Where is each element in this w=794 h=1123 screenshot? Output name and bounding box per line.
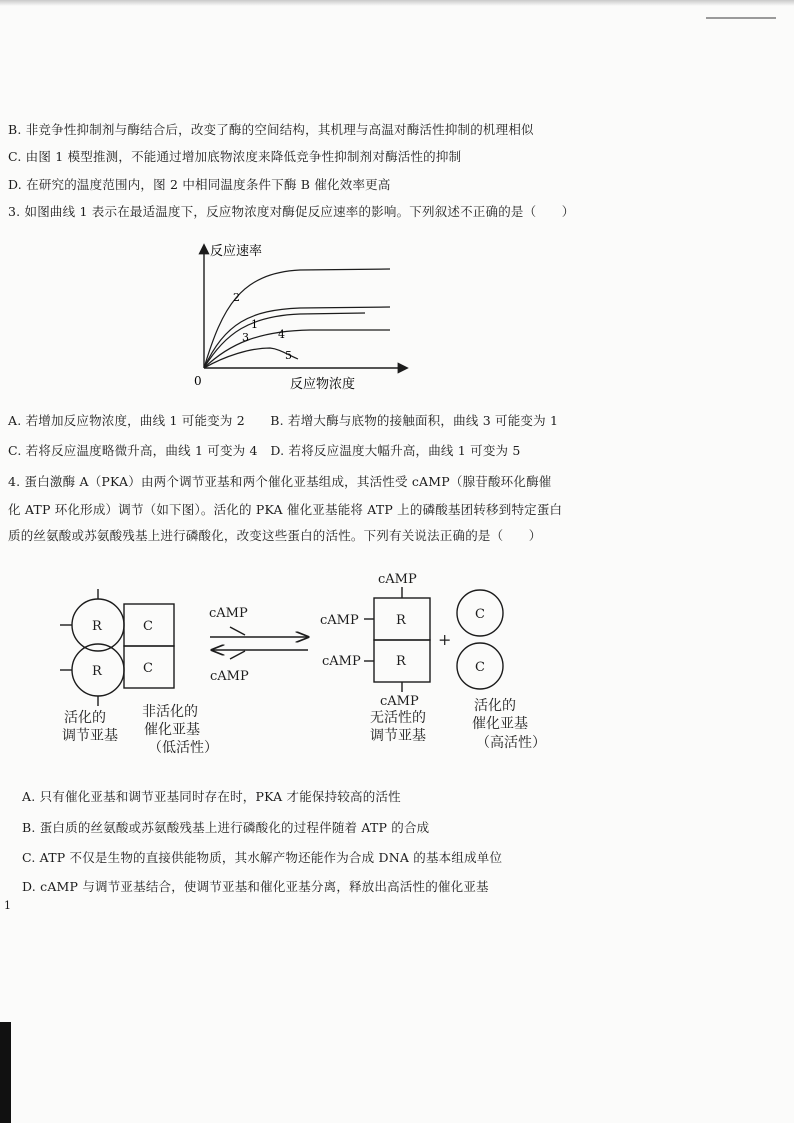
caption-line: 非活化的: [142, 704, 198, 720]
caption-line: 活化的: [474, 698, 516, 714]
q4-stem-line3: 质的丝氨酸或苏氨酸残基上进行磷酸化，改变这些蛋白的活性。下列有关说法正确的是（ ）: [8, 528, 542, 543]
curve-5: [204, 348, 298, 368]
caption-line: （高活性）: [476, 735, 546, 751]
caption-line: 活化的: [64, 710, 106, 726]
q3-options-row1[interactable]: A. 若增加反应物浓度，曲线 1 可能变为 2 B. 若增大酶与底物的接触面积，曲线 3 可能变为 1: [8, 413, 559, 428]
caption-line: 催化亚基: [144, 722, 200, 738]
camp-label: cAMP: [378, 572, 417, 587]
curve-label-4: 4: [278, 328, 285, 341]
scan-shadow: [0, 0, 794, 6]
c-label: C: [475, 607, 485, 622]
q3-options-row2[interactable]: C. 若将反应温度略微升高，曲线 1 可变为 4 D. 若将反应温度大幅升高，曲线 1 可变为 5: [8, 443, 521, 458]
c-label: C: [143, 661, 153, 676]
caption-line: 催化亚基: [472, 716, 528, 732]
pka-diagram: [40, 565, 580, 765]
caption-line: 调节亚基: [62, 728, 118, 744]
c-label: C: [143, 619, 153, 634]
curve-2: [204, 269, 390, 368]
q2-option-b[interactable]: B. 非竞争性抑制剂与酶结合后，改变了酶的空间结构，其机理与高温对酶活性抑制的机理相似: [8, 122, 534, 137]
curve-label-3: 3: [242, 331, 249, 344]
reaction-rate-graph: [180, 238, 420, 398]
camp-label: cAMP: [380, 694, 419, 709]
y-axis-label: 反应速率: [210, 244, 263, 259]
camp-label: cAMP: [320, 613, 359, 628]
plus-sign: +: [438, 630, 452, 649]
curve-label-2: 2: [233, 291, 240, 304]
r-label: R: [396, 654, 406, 669]
page-number: 1: [4, 899, 11, 912]
q4-option-a[interactable]: A. 只有催化亚基和调节亚基同时存在时，PKA 才能保持较高的活性: [22, 789, 401, 804]
q2-option-d[interactable]: D. 在研究的温度范围内，图 2 中相同温度条件下酶 B 催化效率更高: [8, 177, 391, 192]
q3-stem: 3. 如图曲线 1 表示在最适温度下，反应物浓度对酶促反应速率的影响。下列叙述不正确的是（ ）: [8, 204, 575, 219]
q4-option-c[interactable]: C. ATP 不仅是生物的直接供能物质，其水解产物还能作为合成 DNA 的基本组成单位: [22, 850, 503, 865]
q4-option-d[interactable]: D. cAMP 与调节亚基结合，使调节亚基和催化亚基分离，释放出高活性的催化亚基: [22, 879, 489, 894]
scan-mark: [706, 17, 776, 19]
r-label: R: [396, 613, 406, 628]
origin-label: 0: [194, 374, 202, 388]
q4-stem-line1: 4. 蛋白激酶 A（PKA）由两个调节亚基和两个催化亚基组成，其活性受 cAMP（腺苷酸环化酶催: [8, 474, 552, 489]
caption-line: 无活性的: [370, 710, 426, 726]
caption-line: 调节亚基: [370, 728, 426, 744]
q4-option-b[interactable]: B. 蛋白质的丝氨酸或苏氨酸残基上进行磷酸化的过程伴随着 ATP 的合成: [22, 820, 430, 835]
camp-label: cAMP: [322, 654, 361, 669]
curve-label-5: 5: [285, 349, 292, 362]
q4-stem-line2: 化 ATP 环化形成）调节（如下图）。活化的 PKA 催化亚基能将 ATP 上的磷酸基团转移到特定蛋白: [8, 502, 563, 517]
scan-edge-bar: [0, 1022, 11, 1123]
r-label: R: [92, 664, 102, 679]
caption-line: （低活性）: [148, 740, 218, 756]
r-label: R: [92, 619, 102, 634]
camp-label: cAMP: [209, 606, 248, 621]
x-axis-label: 反应物浓度: [290, 377, 356, 392]
c-label: C: [475, 660, 485, 675]
curve-label-1: 1: [251, 318, 258, 331]
camp-label: cAMP: [210, 669, 249, 684]
q2-option-c[interactable]: C. 由图 1 模型推测，不能通过增加底物浓度来降低竞争性抑制剂对酶活性的抑制: [8, 149, 462, 164]
